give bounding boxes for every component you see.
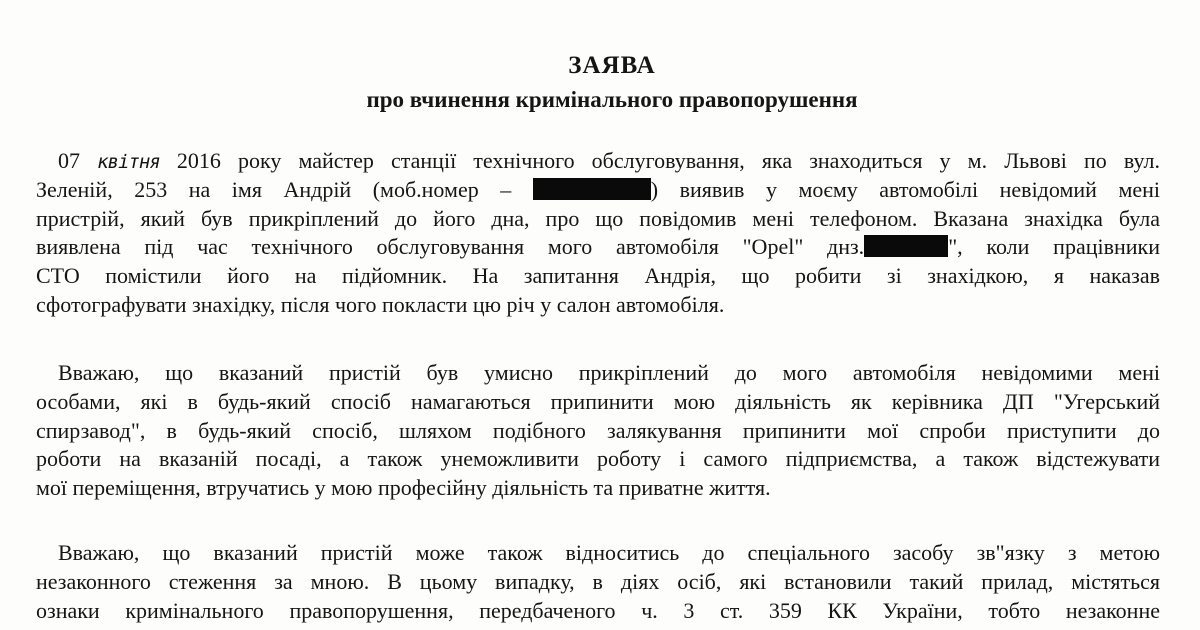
text-fragment: ) виявив у моєму автомобілі невідомий мені bbox=[650, 176, 1160, 202]
paragraph-3-line-2: незаконного стеження за мною. В цьому випадку, в діях осіб, які встановили такий прилад, містяться bbox=[36, 568, 1160, 594]
document-title: ЗАЯВА bbox=[568, 52, 656, 79]
paragraph-2-line-2: особами, які в будь-який спосіб намагаються припинити мою діяльність як керівника ДП "Угерський bbox=[36, 388, 1160, 414]
redacted-plate-number bbox=[864, 235, 948, 257]
text-fragment: Зеленій, 253 на імя Андрій (моб.номер – bbox=[36, 176, 512, 202]
text-fragment: 2016 року майстер станції технічного обслуговування, яка знаходиться у м. Львові по вул. bbox=[176, 148, 1160, 173]
document-subtitle: про вчинення кримінального правопорушення bbox=[366, 87, 858, 112]
paragraph-2-line-1: Вважаю, що вказаний пристій був умисно прикріплений до мого автомобіля невідомими мені bbox=[58, 360, 1160, 385]
paragraph-1-line-6: сфотографувати знахідку, після чого покласти цю річ у салон автомобіля. bbox=[36, 291, 725, 317]
text-fragment: ", коли працівники bbox=[948, 234, 1160, 260]
paragraph-1 bbox=[36, 147, 1160, 320]
paragraph-3-line-1: Вважаю, що вказаний пристій може також відноситись до спеціального засобу зв"язку з метою bbox=[58, 540, 1160, 565]
paragraph-2-line-5: мої переміщення, втручатись у мою професійну діяльність та приватне життя. bbox=[36, 475, 771, 501]
paragraph-1-line-3: пристрій, який був прикріплений до його дна, про що повідомив мені телефоном. Вказана знахідка була bbox=[36, 205, 1160, 231]
paragraph-2 bbox=[36, 359, 1160, 503]
paragraph-2-line-3: спирзавод", в будь-який спосіб, шляхом подібного залякування припинити мої спроби приступити до bbox=[36, 417, 1160, 443]
paragraph-1-line-2 bbox=[36, 176, 1160, 205]
date-day: 07 bbox=[58, 148, 80, 173]
handwritten-month: квітня bbox=[97, 151, 160, 173]
paragraph-3-line-3: ознаки кримінального правопорушення, передбаченого ч. 3 ст. 359 КК України, тобто незаконне bbox=[36, 597, 1160, 623]
text-fragment: виявлена під час технічного обслуговування мого автомобіля "Opel" днз. bbox=[36, 234, 865, 260]
redacted-phone-number bbox=[533, 178, 651, 200]
paragraph-1-line-4 bbox=[36, 233, 1160, 262]
paragraph-2-line-4: роботи на вказаній посаді, а також унеможливити роботу і самого підприємства, а також відстежувати bbox=[36, 446, 1160, 472]
paragraph-1-line-1 bbox=[36, 147, 1160, 176]
paragraph-1-line-5: СТО помістили його на підйомник. На запитання Андрія, що робити зі знахідкою, я наказав bbox=[36, 263, 1160, 289]
paragraph-3 bbox=[36, 539, 1160, 625]
